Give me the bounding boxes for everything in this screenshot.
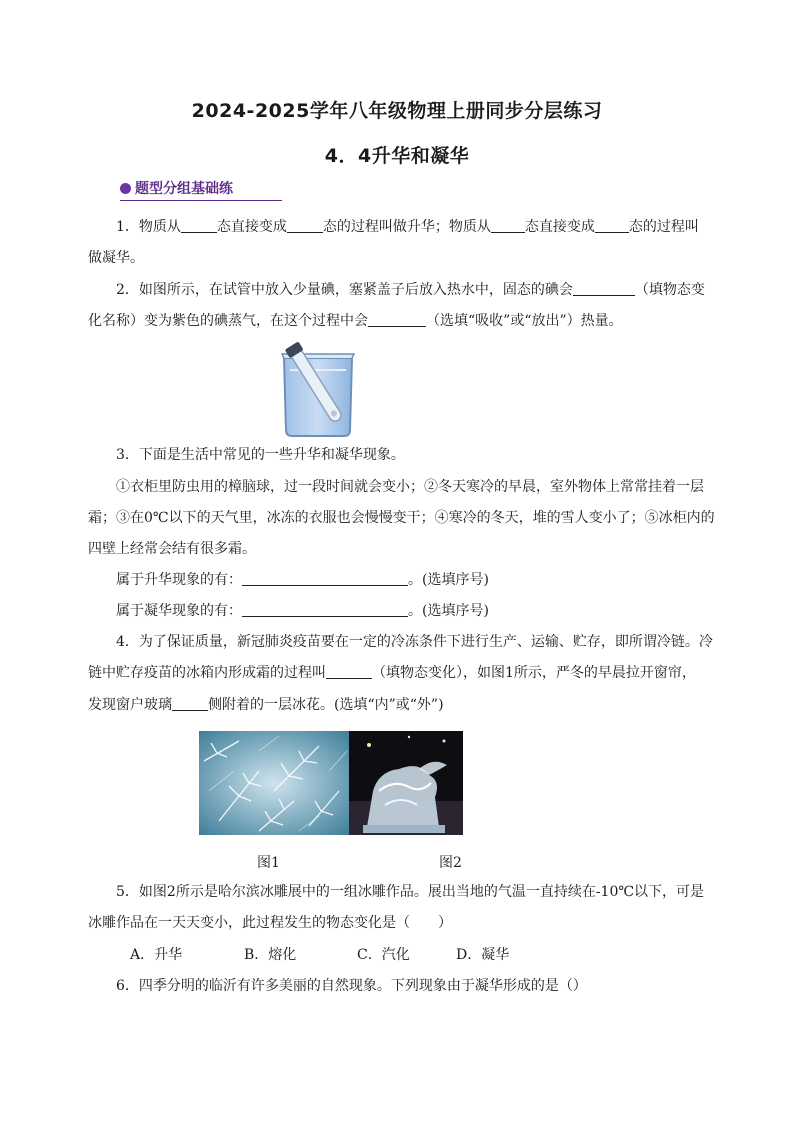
- q5-option-d[interactable]: D．凝华: [456, 947, 510, 963]
- answer-blank[interactable]: [181, 218, 217, 233]
- figure1-caption: 图1: [257, 855, 280, 871]
- q1-text-a: 1．物质从: [116, 219, 181, 235]
- frost-window-image: [199, 731, 349, 835]
- q3-ask1-hint: 。(选填序号): [408, 572, 489, 588]
- page-title: 2024-2025学年八年级物理上册同步分层练习: [191, 100, 603, 122]
- q4-text-b: （填物态变化），如图1所示，严冬的早晨拉开窗帘，: [372, 665, 696, 681]
- q4-text-d: 侧附着的一层冰花。(选填“内”或“外”): [208, 697, 444, 713]
- q3-ask2-label: 属于凝华现象的有：: [116, 603, 242, 619]
- section-heading: [120, 178, 282, 201]
- q6-line1: 6．四季分明的临沂有许多美丽的自然现象。下列现象由于凝华形成的是（）: [116, 978, 587, 994]
- q3-ask-deposition: [116, 602, 489, 620]
- answer-blank[interactable]: [287, 218, 323, 233]
- q2-text-d: （选填“吸收”或“放出”）热量。: [426, 313, 623, 329]
- q5-option-c[interactable]: C．汽化: [357, 947, 410, 963]
- q4-text-c: 发现窗户玻璃: [88, 697, 172, 713]
- q4-line3: [88, 696, 444, 714]
- answer-blank[interactable]: [326, 664, 372, 679]
- q3-intro: 3．下面是生活中常见的一些升华和凝华现象。: [116, 447, 405, 463]
- section-label: 题型分组基础练: [135, 181, 233, 197]
- q5-option-b[interactable]: B．熔化: [244, 947, 297, 963]
- q3-ask-sublimation: [116, 571, 489, 589]
- page-subtitle: 4．4升华和凝华: [324, 145, 470, 167]
- beaker-test-tube-image: [278, 338, 358, 438]
- q2-text-a: 2．如图所示，在试管中放入少量碘，塞紧盖子后放入热水中，固态的碘会: [116, 282, 573, 298]
- q3-ask1-label: 属于升华现象的有：: [116, 572, 242, 588]
- q5-line2: 冰雕作品在一天天变小，此过程发生的物态变化是（ ）: [88, 915, 452, 931]
- answer-blank[interactable]: [172, 696, 208, 711]
- q1-text-b: 态直接变成: [216, 219, 287, 235]
- q4-text-a: 链中贮存疫苗的冰箱内形成霜的过程叫: [88, 665, 326, 681]
- answer-blank[interactable]: [595, 218, 629, 233]
- q3-ask2-hint: 。(选填序号): [408, 603, 489, 619]
- q1-text-d: 态直接变成: [524, 219, 595, 235]
- q1-line2: 做凝华。: [88, 250, 144, 266]
- q4-line1: 4．为了保证质量，新冠肺炎疫苗要在一定的冷冻条件下进行生产、运输、贮存，即所谓冷链。冷: [116, 634, 713, 650]
- q1-line1: [116, 218, 699, 236]
- bullet-dot-icon: [120, 183, 131, 194]
- q5-line1: 5．如图2所示是哈尔滨冰雕展中的一组冰雕作品。展出当地的气温一直持续在-10℃以下，可是: [116, 884, 705, 900]
- q2-text-c: 化名称）变为紫色的碘蒸气，在这个过程中会: [88, 313, 368, 329]
- q4-line2: [88, 664, 696, 682]
- answer-blank[interactable]: [242, 602, 408, 617]
- ice-sculpture-image: [349, 731, 463, 835]
- q3-items-line2: 霜；③在0℃以下的天气里，冰冻的衣服也会慢慢变干；④寒冷的冬天，堆的雪人变小了；⑤冰柜内的: [88, 510, 715, 526]
- answer-blank[interactable]: [242, 571, 408, 586]
- q2-line2: [88, 312, 623, 330]
- answer-blank[interactable]: [573, 281, 635, 296]
- q3-items-line1: ①衣柜里防虫用的樟脑球，过一段时间就会变小；②冬天寒冷的早晨，室外物体上常常挂着一层: [116, 479, 704, 495]
- q2-text-b: （填物态变: [634, 282, 705, 298]
- answer-blank[interactable]: [491, 218, 525, 233]
- q1-text-e: 态的过程叫: [628, 219, 699, 235]
- q5-option-a[interactable]: A．升华: [130, 947, 183, 963]
- figure2-caption: 图2: [439, 855, 462, 871]
- answer-blank[interactable]: [368, 312, 426, 327]
- q1-text-c: 态的过程叫做升华；物质从: [322, 219, 491, 235]
- q3-items-line3: 四壁上经常会结有很多霜。: [88, 541, 256, 557]
- q2-line1: [116, 281, 705, 299]
